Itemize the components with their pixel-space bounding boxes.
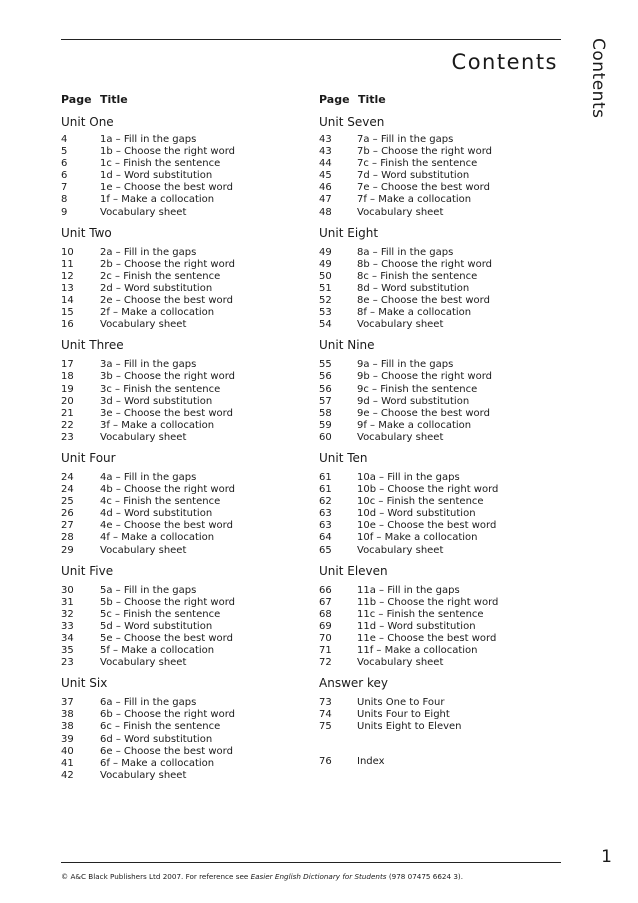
entry-title: 4e – Choose the best word	[100, 520, 233, 532]
unit-section	[319, 559, 549, 670]
contents-entry[interactable]	[61, 532, 291, 544]
entry-page: 10	[61, 246, 74, 258]
entry-page: 6	[61, 170, 68, 182]
footer-suffix: (978 07475 6624 3).	[386, 872, 464, 881]
entry-title: Vocabulary sheet	[357, 657, 444, 669]
contents-entry[interactable]	[319, 359, 549, 371]
entry-page: 6	[61, 158, 68, 170]
contents-entry[interactable]	[61, 758, 291, 770]
entry-page: 44	[319, 158, 332, 170]
entry-title: 11e – Choose the best word	[357, 633, 497, 644]
entry-title: 1c – Finish the sentence	[100, 158, 221, 170]
unit-heading: Unit Four	[61, 450, 116, 465]
entry-page: 37	[61, 697, 74, 709]
contents-entry[interactable]	[61, 134, 291, 146]
entry-page: 19	[61, 383, 74, 395]
entry-page: 15	[61, 307, 74, 319]
contents-entry[interactable]	[319, 396, 549, 408]
contents-entry[interactable]	[61, 545, 291, 557]
entry-title: 11b – Choose the right word	[357, 596, 499, 608]
contents-entry[interactable]	[61, 359, 291, 371]
entry-page: 43	[319, 134, 332, 145]
entry-page: 53	[319, 307, 332, 319]
entry-page: 58	[319, 407, 332, 419]
entry-title: 7c – Finish the sentence	[357, 158, 478, 170]
contents-entry[interactable]	[319, 645, 549, 657]
entry-title: 11d – Word substitution	[357, 620, 476, 632]
contents-entry[interactable]	[319, 545, 549, 557]
entry-page: 41	[61, 757, 74, 769]
entry-title: 8b – Choose the right word	[357, 258, 493, 270]
contents-entry[interactable]	[319, 295, 549, 307]
column-header-title: Title	[358, 93, 386, 106]
entry-page: 27	[61, 520, 74, 532]
contents-entry[interactable]	[319, 271, 549, 283]
contents-entry[interactable]	[61, 158, 291, 170]
entry-page: 24	[61, 484, 74, 496]
entry-page: 49	[319, 246, 332, 258]
entry-page: 49	[319, 258, 332, 270]
unit-section	[319, 112, 549, 219]
entry-title: 5d – Word substitution	[100, 620, 213, 632]
contents-entry[interactable]	[319, 247, 549, 259]
contents-entry[interactable]	[61, 597, 291, 609]
entry-page: 75	[319, 721, 332, 733]
contents-entry[interactable]	[61, 319, 291, 331]
contents-entry[interactable]	[319, 721, 549, 733]
entry-page: 25	[61, 496, 74, 508]
entry-page: 45	[319, 170, 332, 182]
entry-title: Units One to Four	[357, 697, 445, 709]
entry-title: 5b – Choose the right word	[100, 596, 236, 608]
contents-column-left	[61, 92, 291, 784]
column-header-page: Page	[319, 93, 350, 106]
contents-entry[interactable]	[61, 207, 291, 219]
entry-page: 34	[61, 633, 74, 644]
entry-page: 62	[319, 496, 332, 508]
entry-page: 14	[61, 295, 74, 307]
entry-title: Vocabulary sheet	[100, 431, 187, 443]
entry-page: 48	[319, 206, 332, 218]
entry-page: 76	[319, 755, 332, 767]
column-header-page: Page	[61, 93, 92, 106]
contents-entry[interactable]	[61, 384, 291, 396]
entry-title: Vocabulary sheet	[357, 431, 444, 443]
entry-list	[61, 359, 291, 444]
contents-entry[interactable]	[319, 408, 549, 420]
entry-list	[61, 697, 291, 782]
contents-entry[interactable]	[319, 259, 549, 271]
entry-title: 1d – Word substitution	[100, 170, 213, 182]
unit-heading: Unit Eight	[319, 225, 379, 240]
contents-entry[interactable]	[319, 207, 549, 219]
entry-title: Vocabulary sheet	[100, 769, 187, 781]
column-header	[319, 92, 549, 112]
side-tab-label: Contents	[588, 38, 608, 119]
entry-page: 43	[319, 146, 332, 158]
contents-entry[interactable]	[319, 146, 549, 158]
entry-title: 9c – Finish the sentence	[357, 383, 478, 395]
unit-heading: Unit Two	[61, 225, 112, 240]
entry-title: Index	[357, 755, 385, 767]
entry-list	[61, 134, 291, 219]
contents-entry[interactable]	[61, 271, 291, 283]
contents-entry[interactable]	[319, 319, 549, 331]
entry-page: 56	[319, 383, 332, 395]
entry-title: 5c – Finish the sentence	[100, 608, 221, 620]
unit-section	[61, 221, 291, 332]
entry-title: Vocabulary sheet	[100, 544, 187, 556]
entry-page: 21	[61, 407, 74, 419]
entry-page: 30	[61, 584, 74, 596]
contents-entry[interactable]	[319, 194, 549, 206]
contents-entry[interactable]	[61, 657, 291, 669]
entry-page: 51	[319, 282, 332, 294]
contents-entry[interactable]	[61, 283, 291, 295]
entry-title: 6e – Choose the best word	[100, 745, 233, 757]
index-entry[interactable]	[319, 756, 549, 768]
entry-title: 3f – Make a collocation	[100, 419, 215, 431]
unit-heading: Unit Six	[61, 676, 108, 691]
contents-entry[interactable]	[319, 609, 549, 621]
copyright-footer	[61, 872, 463, 881]
unit-section	[319, 446, 549, 557]
entry-title: 6f – Make a collocation	[100, 757, 215, 769]
contents-entry[interactable]	[61, 307, 291, 319]
entry-title: Vocabulary sheet	[100, 206, 187, 218]
contents-entry[interactable]	[61, 259, 291, 271]
entry-page: 13	[61, 282, 74, 294]
unit-heading: Unit Three	[61, 338, 124, 353]
entry-page: 12	[61, 270, 74, 282]
entry-page: 73	[319, 697, 332, 709]
entry-page: 50	[319, 270, 332, 282]
entry-page: 56	[319, 371, 332, 383]
entry-title: 9a – Fill in the gaps	[357, 359, 454, 371]
entry-title: 3a – Fill in the gaps	[100, 359, 197, 371]
contents-entry[interactable]	[61, 746, 291, 758]
entry-title: 5e – Choose the best word	[100, 633, 233, 644]
unit-heading: Unit Five	[61, 563, 114, 578]
contents-entry[interactable]	[61, 609, 291, 621]
contents-entry[interactable]	[61, 472, 291, 484]
entry-title: 6b – Choose the right word	[100, 709, 236, 721]
entry-page: 32	[61, 608, 74, 620]
entry-page: 63	[319, 520, 332, 532]
entry-title: 10c – Finish the sentence	[357, 496, 484, 508]
entry-list	[319, 697, 549, 733]
contents-entry[interactable]	[61, 520, 291, 532]
bottom-rule	[61, 862, 561, 863]
contents-entry[interactable]	[61, 709, 291, 721]
entry-page: 59	[319, 419, 332, 431]
entry-page: 26	[61, 508, 74, 520]
entry-title: 1b – Choose the right word	[100, 146, 236, 158]
entry-title: 9d – Word substitution	[357, 395, 470, 407]
entry-title: Units Eight to Eleven	[357, 721, 462, 733]
entry-title: 4d – Word substitution	[100, 508, 213, 520]
entry-page: 23	[61, 657, 74, 669]
entry-page: 17	[61, 359, 74, 371]
contents-entry[interactable]	[61, 508, 291, 520]
contents-entry[interactable]	[319, 597, 549, 609]
entry-title: 1f – Make a collocation	[100, 194, 215, 206]
entry-title: 5f – Make a collocation	[100, 645, 215, 657]
entry-list	[61, 247, 291, 332]
column-header-title: Title	[100, 93, 128, 106]
entry-page: 23	[61, 431, 74, 443]
entry-list	[61, 472, 291, 557]
entry-page: 33	[61, 620, 74, 632]
entry-page: 38	[61, 709, 74, 721]
entry-title: 2f – Make a collocation	[100, 307, 215, 319]
entry-title: 3c – Finish the sentence	[100, 383, 221, 395]
entry-title: 11a – Fill in the gaps	[357, 584, 460, 596]
contents-column-right	[319, 92, 549, 768]
contents-entry[interactable]	[319, 432, 549, 444]
entry-page: 4	[61, 134, 68, 145]
entry-page: 70	[319, 633, 332, 644]
contents-entry[interactable]	[61, 734, 291, 746]
entry-page: 67	[319, 596, 332, 608]
contents-entry[interactable]	[319, 621, 549, 633]
entry-title: 5a – Fill in the gaps	[100, 584, 197, 596]
entry-title: 6d – Word substitution	[100, 733, 213, 745]
entry-title: 11f – Make a collocation	[357, 645, 478, 657]
entry-page: 68	[319, 608, 332, 620]
unit-section	[319, 333, 549, 444]
entry-title: 8c – Finish the sentence	[357, 270, 478, 282]
entry-title: 3e – Choose the best word	[100, 407, 233, 419]
entry-title: Vocabulary sheet	[100, 657, 187, 669]
entry-page: 71	[319, 645, 332, 657]
contents-entry[interactable]	[61, 170, 291, 182]
entry-page: 31	[61, 596, 74, 608]
entry-title: 3b – Choose the right word	[100, 371, 236, 383]
contents-entry[interactable]	[61, 247, 291, 259]
entry-page: 47	[319, 194, 332, 206]
contents-entry[interactable]	[61, 721, 291, 733]
contents-entry[interactable]	[61, 295, 291, 307]
entry-page: 57	[319, 395, 332, 407]
unit-section	[61, 671, 291, 782]
entry-page: 60	[319, 431, 332, 443]
unit-heading: Unit One	[61, 115, 114, 129]
entry-page: 72	[319, 657, 332, 669]
entry-page: 46	[319, 182, 332, 194]
entry-page: 66	[319, 584, 332, 596]
entry-page: 5	[61, 146, 68, 158]
contents-entry[interactable]	[61, 194, 291, 206]
entry-title: 2a – Fill in the gaps	[100, 246, 197, 258]
contents-entry[interactable]	[319, 657, 549, 669]
entry-page: 16	[61, 319, 74, 331]
unit-heading: Unit Eleven	[319, 563, 388, 578]
entry-page: 18	[61, 371, 74, 383]
contents-entry[interactable]	[61, 371, 291, 383]
entry-title: 4b – Choose the right word	[100, 484, 236, 496]
contents-entry[interactable]	[319, 134, 549, 146]
entry-title: 7a – Fill in the gaps	[357, 134, 454, 145]
entry-title: 2e – Choose the best word	[100, 295, 233, 307]
entry-list	[319, 247, 549, 332]
page-number: 1	[601, 847, 612, 867]
unit-heading: Answer key	[319, 676, 389, 691]
unit-section	[61, 333, 291, 444]
contents-entry[interactable]	[319, 697, 549, 709]
entry-title: 7d – Word substitution	[357, 170, 470, 182]
footer-book-title: Easier English Dictionary for Students	[250, 872, 387, 881]
entry-page: 7	[61, 182, 68, 194]
entry-page: 22	[61, 419, 74, 431]
entry-page: 38	[61, 721, 74, 733]
entry-title: 8e – Choose the best word	[357, 295, 490, 307]
entry-title: Vocabulary sheet	[357, 544, 444, 556]
unit-heading: Unit Ten	[319, 450, 368, 465]
entry-page: 9	[61, 206, 68, 218]
entry-title: 2d – Word substitution	[100, 282, 213, 294]
entry-page: 40	[61, 745, 74, 757]
entry-title: 9e – Choose the best word	[357, 407, 490, 419]
entry-title: 9f – Make a collocation	[357, 419, 472, 431]
contents-entry[interactable]	[61, 420, 291, 432]
contents-entry[interactable]	[319, 307, 549, 319]
entry-title: 8d – Word substitution	[357, 282, 470, 294]
entry-page: 54	[319, 319, 332, 331]
entry-page: 74	[319, 709, 332, 721]
contents-entry[interactable]	[61, 396, 291, 408]
contents-entry[interactable]	[319, 496, 549, 508]
entry-title: 4f – Make a collocation	[100, 532, 215, 544]
contents-entry[interactable]	[319, 283, 549, 295]
unit-section	[61, 112, 291, 219]
contents-entry[interactable]	[61, 496, 291, 508]
contents-entry[interactable]	[61, 621, 291, 633]
entry-list	[61, 585, 291, 670]
entry-page: 65	[319, 544, 332, 556]
contents-entry[interactable]	[319, 520, 549, 532]
entry-title: 10b – Choose the right word	[357, 484, 499, 496]
unit-section	[61, 446, 291, 557]
entry-title: Units Four to Eight	[357, 709, 450, 721]
entry-title: 1a – Fill in the gaps	[100, 134, 197, 145]
contents-entry[interactable]	[319, 484, 549, 496]
entry-page: 11	[61, 258, 74, 270]
contents-entry[interactable]	[61, 432, 291, 444]
top-rule	[61, 39, 561, 40]
entry-page: 61	[319, 471, 332, 483]
contents-entry[interactable]	[61, 585, 291, 597]
entry-title: 8a – Fill in the gaps	[357, 246, 454, 258]
entry-page: 24	[61, 471, 74, 483]
entry-page: 39	[61, 733, 74, 745]
contents-entry[interactable]	[61, 484, 291, 496]
contents-entry[interactable]	[319, 633, 549, 645]
contents-entry[interactable]	[61, 146, 291, 158]
entry-title: 11c – Finish the sentence	[357, 608, 484, 620]
entry-title: 2b – Choose the right word	[100, 258, 236, 270]
entry-page: 28	[61, 532, 74, 544]
entry-page: 64	[319, 532, 332, 544]
column-header	[61, 92, 291, 112]
entry-title: 4a – Fill in the gaps	[100, 471, 197, 483]
entry-title: 6a – Fill in the gaps	[100, 697, 197, 709]
left-sections	[61, 112, 291, 782]
entry-page: 35	[61, 645, 74, 657]
contents-entry[interactable]	[319, 170, 549, 182]
contents-entry[interactable]	[319, 158, 549, 170]
contents-entry[interactable]	[61, 645, 291, 657]
entry-page: 20	[61, 395, 74, 407]
contents-entry[interactable]	[319, 472, 549, 484]
entry-title: 10f – Make a collocation	[357, 532, 478, 544]
contents-entry[interactable]	[319, 182, 549, 194]
entry-title: 2c – Finish the sentence	[100, 270, 221, 282]
contents-entry[interactable]	[319, 508, 549, 520]
entry-title: 4c – Finish the sentence	[100, 496, 221, 508]
entry-title: Vocabulary sheet	[100, 319, 187, 331]
entry-list	[319, 134, 549, 219]
entry-title: Vocabulary sheet	[357, 319, 444, 331]
entry-page: 52	[319, 295, 332, 307]
unit-heading: Unit Nine	[319, 338, 375, 353]
entry-title: 7e – Choose the best word	[357, 182, 490, 194]
contents-entry[interactable]	[61, 770, 291, 782]
entry-title: 10a – Fill in the gaps	[357, 471, 460, 483]
footer-prefix: © A&C Black Publishers Ltd 2007. For reference see	[61, 872, 251, 881]
entry-list	[319, 585, 549, 670]
contents-entry[interactable]	[319, 420, 549, 432]
entry-title: 8f – Make a collocation	[357, 307, 472, 319]
entry-title: Vocabulary sheet	[357, 206, 444, 218]
contents-entry[interactable]	[319, 709, 549, 721]
entry-list	[319, 359, 549, 444]
entry-title: 10e – Choose the best word	[357, 520, 497, 532]
right-sections	[319, 112, 549, 734]
entry-page: 69	[319, 620, 332, 632]
entry-page: 29	[61, 544, 74, 556]
unit-section	[319, 221, 549, 332]
contents-entry[interactable]	[61, 697, 291, 709]
unit-heading: Unit Seven	[319, 115, 385, 129]
entry-page: 8	[61, 194, 68, 206]
entry-title: 10d – Word substitution	[357, 508, 476, 520]
contents-entry[interactable]	[319, 384, 549, 396]
entry-page: 61	[319, 484, 332, 496]
entry-title: 7f – Make a collocation	[357, 194, 472, 206]
contents-entry[interactable]	[319, 532, 549, 544]
contents-entry[interactable]	[61, 408, 291, 420]
page-title: Contents	[451, 50, 558, 74]
entry-title: 3d – Word substitution	[100, 395, 213, 407]
entry-page: 55	[319, 359, 332, 371]
entry-title: 1e – Choose the best word	[100, 182, 233, 194]
unit-section	[319, 671, 549, 733]
entry-title: 7b – Choose the right word	[357, 146, 493, 158]
entry-title: 9b – Choose the right word	[357, 371, 493, 383]
contents-entry[interactable]	[319, 371, 549, 383]
contents-entry[interactable]	[319, 585, 549, 597]
entry-page: 42	[61, 769, 74, 781]
contents-entry[interactable]	[61, 182, 291, 194]
entry-title: 6c – Finish the sentence	[100, 721, 221, 733]
entry-page: 63	[319, 508, 332, 520]
entry-list	[319, 472, 549, 557]
unit-section	[61, 559, 291, 670]
contents-entry[interactable]	[61, 633, 291, 645]
